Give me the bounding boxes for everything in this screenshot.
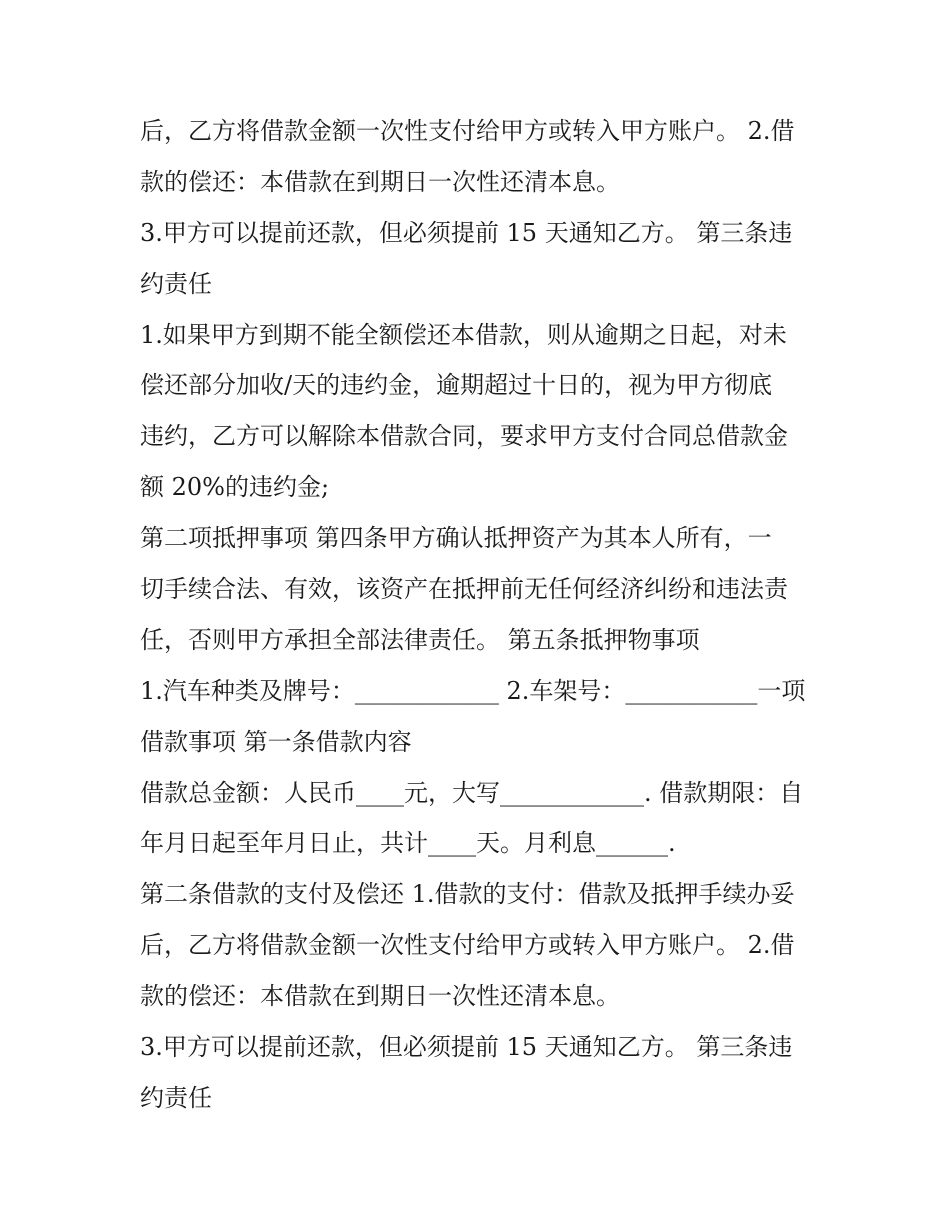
text-line: 1.如果甲方到期不能全额偿还本借款，则从逾期之日起，对未 (140, 320, 787, 349)
text-line: 后，乙方将借款金额一次性支付给甲方或转入甲方账户。 2.借 (140, 931, 795, 960)
text-line: 违约，乙方可以解除本借款合同，要求甲方支付合同总借款金 (140, 422, 788, 451)
text-line: 款的偿还：本借款在到期日一次性还清本息。 (140, 982, 620, 1011)
text-line: 借款总金额：人民币____元，大写____________. 借款期限：自 (140, 778, 804, 807)
text-line: 1.汽车种类及牌号：____________ 2.车架号：___________一项 (140, 676, 806, 705)
text-line: 第二项抵押事项 第四条甲方确认抵押资产为其本人所有，一 (140, 524, 772, 553)
text-line: 3.甲方可以提前还款，但必须提前 15 天通知乙方。 第三条违 (140, 218, 793, 247)
text-line: 第二条借款的支付及偿还 1.借款的支付：借款及抵押手续办妥 (140, 880, 795, 909)
text-line: 切手续合法、有效，该资产在抵押前无任何经济纠纷和违法责 (140, 575, 788, 604)
text-line: 年月日起至年月日止，共计____天。月利息______. (140, 829, 676, 858)
text-line: 约责任 (140, 1083, 212, 1112)
text-line: 任，否则甲方承担全部法律责任。 第五条抵押物事项 (140, 625, 700, 654)
text-line: 偿还部分加收/天的违约金，逾期超过十日的，视为甲方彻底 (140, 371, 773, 400)
text-line: 额 20%的违约金; (140, 473, 330, 502)
text-line: 约责任 (140, 269, 212, 298)
text-line: 借款事项 第一条借款内容 (140, 727, 412, 756)
text-line: 款的偿还：本借款在到期日一次性还清本息。 (140, 167, 620, 196)
text-line: 3.甲方可以提前还款，但必须提前 15 天通知乙方。 第三条违 (140, 1033, 793, 1062)
document-body (140, 106, 820, 1124)
text-line: 后，乙方将借款金额一次性支付给甲方或转入甲方账户。 2.借 (140, 117, 795, 145)
